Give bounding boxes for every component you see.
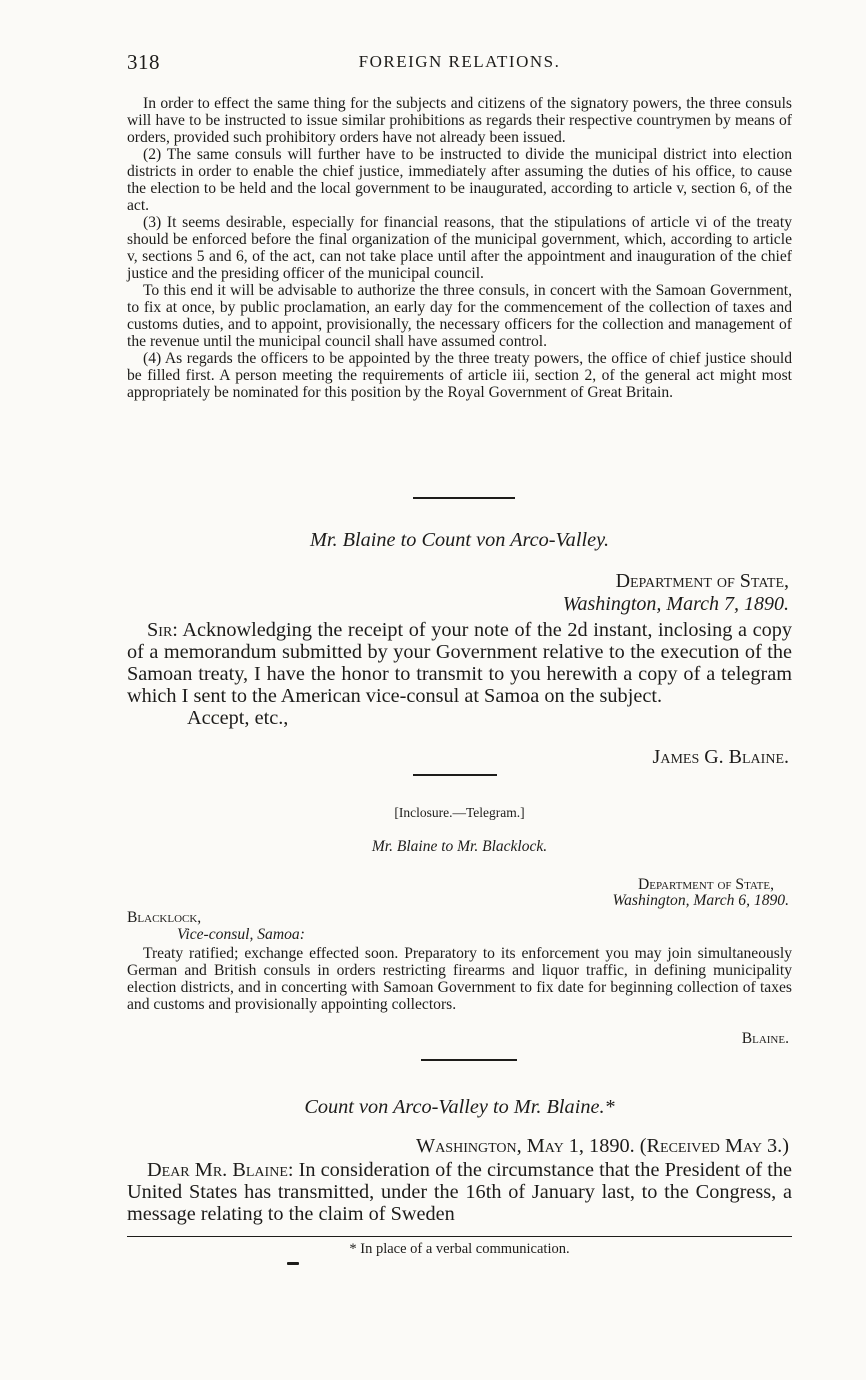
inclosure-addressee-title: Vice-consul, Samoa: [177, 926, 305, 943]
letter1-dateline: Washington, March 7, 1890. [562, 593, 789, 615]
memo-paragraph: (2) The same consuls will further have to be instructed to divide the municipal district into election districts in order to enable the chief justice, immediately after assuming the duties of his office, to cause the election to be held and the local government to be inaugurated, according to article v, section 6, of the act. [127, 146, 792, 214]
letter1-signature: James G. Blaine. [652, 746, 789, 768]
footnote-rule [127, 1236, 792, 1237]
page-number: 318 [127, 50, 160, 74]
section-divider [413, 497, 515, 499]
inclosure-label: [Inclosure.—Telegram.] [394, 805, 525, 820]
letter2-heading: Count von Arco-Valley to Mr. Blaine.* [304, 1096, 615, 1118]
inclosure-dept: Department of State, [637, 876, 774, 893]
memo-paragraph: (3) It seems desirable, especially for financial reasons, that the stipulations of article vi of the treaty should be enforced before the final organization of the municipal government, which, according to article v, sections 5 and 6, of the act, can not take place until after the appointment and inauguration of the chief justice and the presiding officer of the municipal council. [127, 214, 792, 282]
letter1-dept: Department of State, [615, 570, 789, 592]
telegram-text [127, 945, 792, 1013]
letter1-body [127, 619, 792, 729]
memo-paragraph: To this end it will be advisable to authorize the three consuls, in concert with the Samoan Government, to fix at once, by public proclamation, an early day for the commencement of the collection of taxes and customs duties, and to appoint, provisionally, the necessary officers for the collection and management of the revenue until the municipal council shall have assumed control. [127, 282, 792, 350]
print-mark [287, 1262, 299, 1265]
letter2-salutation: Dear Mr. Blaine: [147, 1159, 294, 1181]
page-header [127, 50, 792, 76]
letter1-closing: Accept, etc., [187, 707, 289, 729]
footnote: * In place of a verbal communication. [349, 1241, 570, 1257]
letter2-text: In consideration of the circumstance that the President of the United States has transmitted, under the 16th of January last, to the Congress, a message relating to the claim of Sweden [127, 1159, 792, 1225]
inclosure-dateline: Washington, March 6, 1890. [612, 892, 789, 909]
memo-paragraph: In order to effect the same thing for the subjects and citizens of the signatory powers, the three consuls will have to be instructed to issue similar prohibitions as regards their respective countrymen by means of orders, provided such prohibitory orders have not already been issued. [127, 95, 792, 146]
letter2-body [127, 1159, 792, 1225]
memorandum-text [127, 95, 792, 401]
letter2-dateline: Washington, May 1, 1890. (Received May 3.) [416, 1135, 789, 1157]
letter1-heading: Mr. Blaine to Count von Arco-Valley. [309, 529, 610, 551]
telegram-signature: Blaine. [741, 1030, 789, 1047]
letter1-text: Acknowledging the receipt of your note of the 2d instant, inclosing a copy of a memorandum submitted by your Government relative to the execution of the Samoan treaty, I have the honor to transmit to you herewith a copy of a telegram which I sent to the American vice-consul at Samoa on the subject. [127, 619, 792, 707]
section-divider [413, 774, 497, 776]
memo-paragraph: (4) As regards the officers to be appointed by the three treaty powers, the office of chief justice should be filled first. A person meeting the requirements of article iii, section 2, of the general act might most appropriately be nominated for this position by the Royal Government of Great Britain. [127, 350, 792, 401]
telegram-paragraph: Treaty ratified; exchange effected soon. Preparatory to its enforcement you may join simultaneously German and British consuls in orders restricting firearms and liquor traffic, in defining municipality election districts, and in concerting with Samoan Government to fix date for beginning collection of taxes and customs and provisionally appointing collectors. [127, 945, 792, 1013]
inclosure-heading: Mr. Blaine to Mr. Blacklock. [371, 838, 548, 855]
section-divider [421, 1059, 517, 1061]
letter1-salutation: Sir: [147, 619, 178, 641]
running-head: FOREIGN RELATIONS. [358, 52, 561, 71]
inclosure-addressee: Blacklock, [127, 909, 202, 926]
